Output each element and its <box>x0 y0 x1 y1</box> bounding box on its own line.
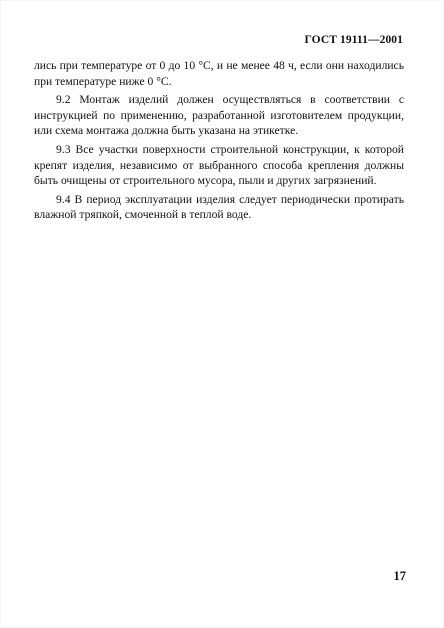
document-code-header: ГОСТ 19111—2001 <box>304 34 403 46</box>
page-body <box>34 58 404 226</box>
paragraph-9-2: 9.2 Монтаж изделий должен осуществляться в соответствии с инструкцией по применению, разработанной изготовителем продукции, или схема монтажа должна быть указана на этикетке. <box>34 93 404 138</box>
paragraph-9-4: 9.4 В период эксплуатации изделия следует периодически протирать влажной тряпкой, смоченной в теплой воде. <box>34 192 404 222</box>
paragraph-9-3: 9.3 Все участки поверхности строительной конструкции, к которой крепят изделия, независимо от выбранного способа крепления должны быть очищены от строительного мусора, пыли и других загрязнений. <box>34 142 404 188</box>
page-number: 17 <box>393 569 406 583</box>
paragraph-continuation: лись при температуре от 0 до 10 °С, и не менее 48 ч, если они находились при температуре ниже 0 °С. <box>34 59 404 88</box>
